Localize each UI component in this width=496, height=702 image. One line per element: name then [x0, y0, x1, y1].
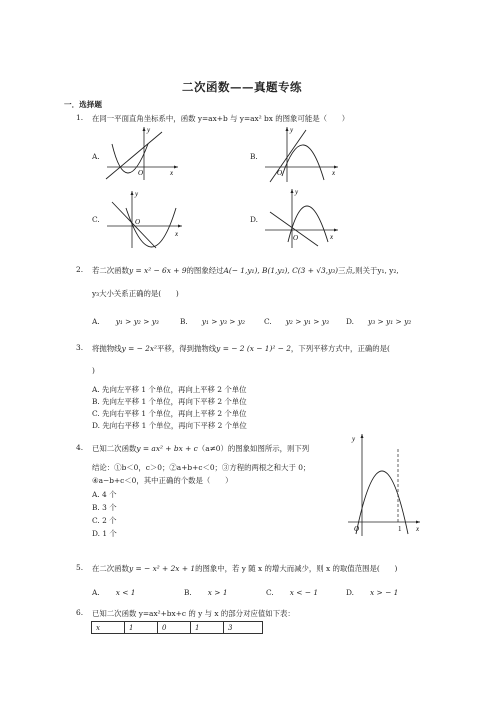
q1d-origin-label: O — [293, 234, 299, 242]
q6-value-table — [91, 621, 263, 634]
q1b-x-label: x — [332, 169, 336, 177]
q2-formula: y = x² − 6x + 9 — [128, 266, 187, 275]
q3-option-d-label: D. — [92, 421, 101, 430]
q2-option-c — [264, 317, 329, 326]
q5-option-b-label: B. — [184, 588, 192, 597]
q4-option-b-text: 3 个 — [102, 503, 117, 512]
q3-option-c-text: 先向右平移 1 个单位，再向上平移 2 个单位 — [102, 409, 247, 418]
table-cell: 1 — [125, 622, 158, 634]
q4-option-b — [92, 502, 117, 513]
q2-option-b — [180, 317, 245, 326]
table-cell: x — [92, 622, 125, 634]
q4-option-d-label: D. — [92, 529, 101, 538]
q2-option-d — [346, 317, 411, 326]
q5-option-a — [92, 588, 135, 597]
q2-number: 2. — [76, 265, 84, 274]
section-heading: 一．选择题 — [64, 100, 102, 109]
q3-option-d-text: 先向右平移 1 个单位，再向下平移 2 个单位 — [102, 421, 247, 430]
q4-number: 4. — [76, 443, 84, 452]
q4-fig-y-label: y — [352, 435, 356, 443]
q2-option-a-label: A. — [92, 317, 100, 326]
q3-option-c-label: C. — [92, 409, 100, 418]
q1-graph-b — [262, 124, 342, 184]
q3-option-a-label: A. — [92, 385, 100, 394]
q1-stem: 在同一平面直角坐标系中，函数 y=ax+b 与 y=ax² bx 的图象可能是（ ） — [92, 114, 350, 123]
q2-stem — [92, 265, 399, 276]
q3-option-b-label: B. — [92, 397, 100, 406]
q1-graph-d — [262, 186, 342, 250]
q1c-x-label: x — [175, 230, 179, 238]
q4-fig-tick-one: 1 — [398, 525, 402, 533]
q4-stem — [92, 443, 309, 454]
q2-stem-part-c: 三点,则关于y₁, y₂, — [338, 266, 399, 275]
q1-option-a-label: A. — [92, 152, 100, 161]
q3-option-a — [92, 384, 247, 395]
q2-stem-line2: y₃大小关系正确的是( ) — [92, 289, 179, 298]
q4-formula: y = ax² + bx + c — [136, 444, 198, 453]
q4-stem-line3: ④a−b+c＜0，其中正确的个数是（ ） — [92, 476, 233, 485]
q1d-y-label: y — [295, 188, 299, 196]
q5-option-c-text: x < − 1 — [289, 588, 319, 597]
q2-stem-part-a: 若二次函数 — [92, 266, 129, 275]
q1d-x-label: x — [330, 233, 334, 241]
q4-option-a-text: 4 个 — [102, 490, 117, 499]
q5-number: 5. — [76, 563, 84, 572]
q1-option-d-label: D. — [250, 215, 259, 224]
q5-stem — [92, 563, 397, 574]
q4-option-d-text: 1 个 — [102, 529, 117, 538]
q4-option-b-label: B. — [92, 503, 100, 512]
q5-option-c-label: C. — [266, 588, 274, 597]
q4-option-c-text: 2 个 — [102, 516, 117, 525]
q3-stem-line2: ) — [92, 366, 95, 375]
table-cell: 1 — [191, 622, 224, 634]
q3-option-a-text: 先向左平移 1 个单位，再向上平移 2 个单位 — [102, 385, 247, 394]
q3-option-b — [92, 396, 247, 407]
q5-stem-part-a: 在二次函数 — [92, 564, 129, 573]
q5-option-c — [266, 588, 318, 597]
q2-option-d-text: y₃ > y₁ > y₂ — [368, 317, 412, 326]
page-title: 二次函数——真题专练 — [182, 80, 302, 94]
q2-option-a-text: y₁ > y₂ > y₃ — [115, 317, 159, 326]
q3-stem — [92, 343, 390, 354]
q1-graph-a — [104, 124, 182, 182]
q3-stem-part-a: 将抛物线 — [92, 344, 122, 353]
q4-option-c-label: C. — [92, 516, 100, 525]
q5-option-d-text: x > − 1 — [370, 588, 399, 597]
q2-stem-part-b: 的图象经过 — [186, 266, 224, 275]
q2-option-b-label: B. — [180, 317, 188, 326]
q2-option-c-label: C. — [264, 317, 272, 326]
q3-option-b-text: 先向左平移 1 个单位，再向下平移 2 个单位 — [102, 397, 247, 406]
q2-option-b-text: y₁ > y₃ > y₂ — [201, 317, 245, 326]
q5-stem-part-b: 的图象中，若 y 随 x 的增大而减少，则 x 的取值范围是( ) — [195, 564, 398, 573]
q4-option-d — [92, 528, 117, 539]
q5-option-a-text: x < 1 — [115, 588, 136, 597]
q3-stem-part-b: 平移，得到抛物线 — [157, 344, 217, 353]
q4-option-a — [92, 489, 117, 500]
q4-figure — [346, 430, 424, 538]
q3-option-c — [92, 408, 247, 419]
q5-option-b-text: x > 1 — [207, 588, 228, 597]
q1-option-b-label: B. — [250, 152, 258, 161]
table-row — [92, 622, 263, 634]
q6-number: 6. — [76, 608, 84, 617]
table-cell: 3 — [224, 622, 263, 634]
q4-option-a-label: A. — [92, 490, 100, 499]
q5-option-b — [184, 588, 228, 597]
q4-stem-line2: 结论：①b＜0，c＞0；②a+b+c＜0；③方程的两根之和大于 0； — [92, 463, 311, 472]
q4-option-c — [92, 515, 117, 526]
q4-fig-origin-label: O — [354, 525, 360, 533]
q1-graph-c — [104, 188, 184, 250]
q1-option-c-label: C. — [92, 215, 100, 224]
table-cell: 0 — [158, 622, 191, 634]
q4-stem-part-b: （a≠0）的图象如图所示，则下列 — [197, 444, 310, 453]
q2-option-c-text: y₂ > y₁ > y₃ — [285, 317, 329, 326]
q1c-y-label: y — [135, 190, 139, 198]
q1-number: 1. — [76, 113, 84, 122]
q3-formula-1: y = − 2x² — [121, 344, 158, 353]
q5-option-a-label: A. — [92, 588, 100, 597]
q5-formula: y = − x² + 2x + 1 — [128, 564, 196, 573]
q1b-origin-label: O — [277, 169, 283, 177]
q4-fig-x-label: x — [416, 525, 420, 533]
q5-option-d-label: D. — [346, 588, 355, 597]
q2-points: A(− 1,y₁), B(1,y₂), C(3 + √3,y₃) — [223, 266, 339, 275]
q3-formula-2: y = − 2 (x − 1)² − 2 — [216, 344, 291, 353]
q1a-origin-label: O — [138, 169, 144, 177]
q3-option-d — [92, 420, 247, 431]
q3-number: 3. — [76, 343, 84, 352]
q4-stem-part-a: 已知二次函数 — [92, 444, 137, 453]
q3-stem-part-c: ，下列平移方式中，正确的是( — [290, 344, 390, 353]
q2-option-d-label: D. — [346, 317, 355, 326]
q1b-y-label: y — [290, 126, 294, 134]
q6-stem: 已知二次函数 y=ax²+bx+c 的 y 与 x 的部分对应值如下表： — [92, 609, 295, 618]
q1c-origin-label: O — [135, 218, 141, 226]
q1a-x-label: x — [170, 169, 174, 177]
q1a-y-label: y — [147, 126, 151, 134]
q2-option-a — [92, 317, 159, 326]
q5-option-d — [346, 588, 398, 597]
